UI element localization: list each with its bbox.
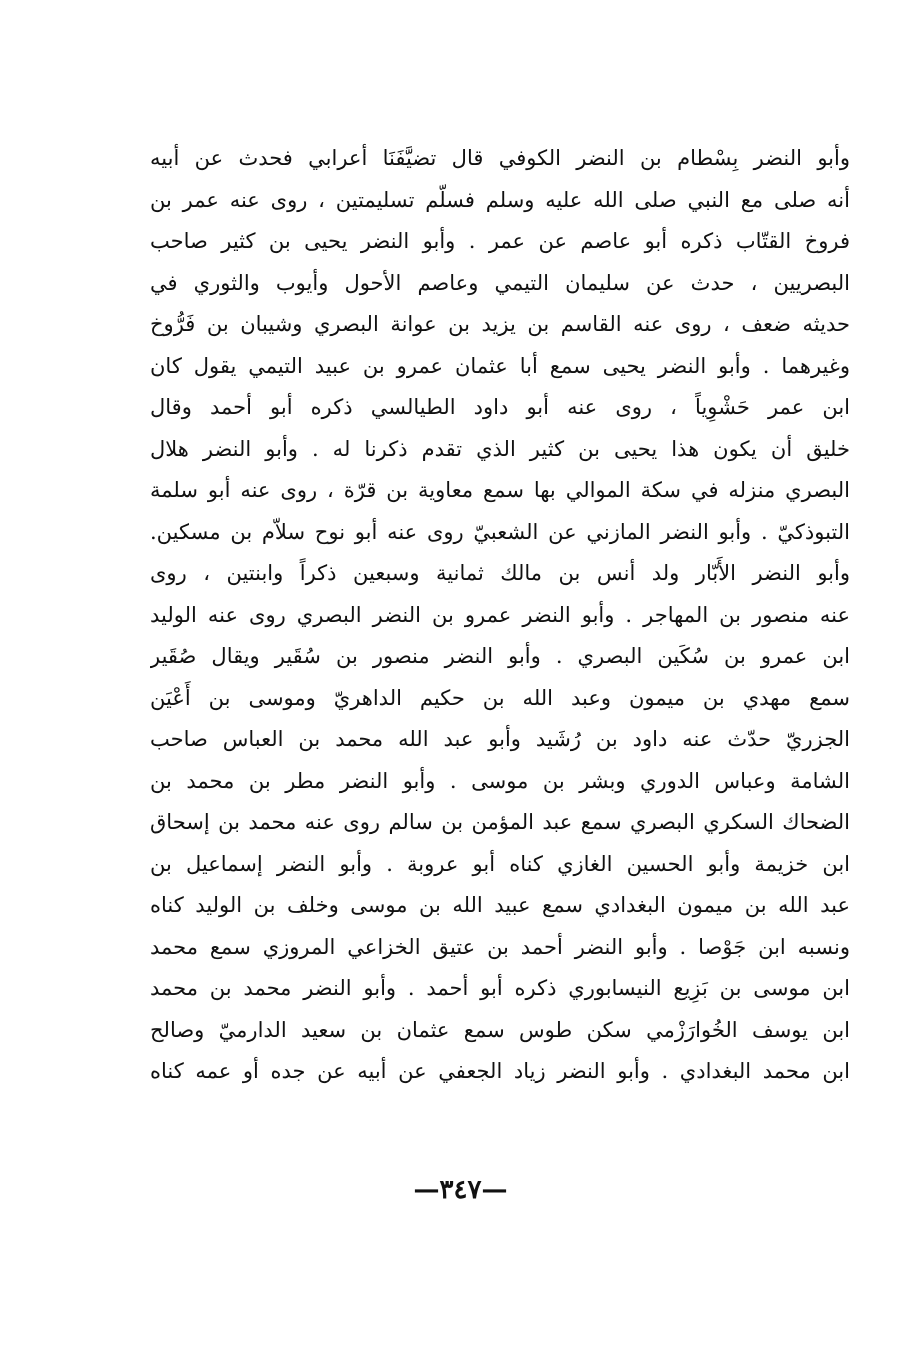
text-line: ابن محمد البغدادي . وأبو النضر زياد الجعفي عن أبيه عن جده أو عمه كناه (150, 1059, 850, 1083)
text-line: وغيرهما . وأبو النضر يحيى سمع أبا عثمان عمرو بن عبيد التيمي يقول كان (150, 353, 850, 378)
text-line: حديثه ضعف ، روى عنه القاسم بن يزيد بن عوانة البصري وشيبان بن فَرُّوخ (150, 312, 850, 336)
text-line: عنه منصور بن المهاجر . وأبو النضر عمرو بن النضر البصري روى عنه الوليد (150, 602, 850, 627)
text-line: ابن موسى بن بَزِيع النيسابوري ذكره أبو أحمد . وأبو النضر محمد بن محمد (150, 976, 850, 1000)
text-line: البصريين ، حدث عن سليمان التيمي وعاصم الأحول وأيوب والثوري في (150, 270, 850, 295)
text-line: أنه صلى مع النبي صلى الله عليه وسلم فسلّم تسليمتين ، روى عنه عمر بن (150, 187, 850, 212)
text-line: الضحاك السكري البصري سمع عبد المؤمن بن سالم روى عنه محمد بن إسحاق (150, 810, 850, 834)
text-line: وأبو النضر بِسْطام بن النضر الكوفي قال تضيَّفَنَا أعرابي فحدث عن أبيه (150, 146, 850, 170)
text-line: سمع مهدي بن ميمون وعبد الله بن حكيم الداهريّ وموسى بن أَعْيَن (150, 685, 850, 710)
text-line: ابن عمر حَشْوِياً ، روى عنه أبو داود الطيالسي ذكره أبو أحمد وقال (150, 395, 850, 419)
text-line: خليق أن يكون هذا يحيى بن كثير الذي تقدم ذكرنا له . وأبو النضر هلال (150, 436, 850, 461)
text-line: التبوذكيّ . وأبو النضر المازني عن الشعبيّ روى عنه أبو نوح سلاّم بن مسكين. (150, 519, 850, 544)
text-line: ابن خزيمة وأبو الحسين الغازي كناه أبو عروبة . وأبو النضر إسماعيل بن (150, 851, 850, 876)
body-text (150, 138, 850, 1093)
text-line: ابن يوسف الخُوارَزْمي سكن طوس سمع عثمان بن سعيد الدارميّ وصالح (150, 1017, 850, 1042)
text-line: فروخ القتّاب ذكره أبو عاصم عن عمر . وأبو النضر يحيى بن كثير صاحب (150, 229, 850, 253)
text-line: ونسبه ابن جَوْصا . وأبو النضر أحمد بن عتيق الخزاعي المروزي سمع محمد (150, 934, 850, 959)
text-line: الجزريّ حدّث عنه داود بن رُشَيد وأبو عبد الله محمد بن العباس صاحب (150, 727, 850, 751)
text-line: وأبو النضر الأَبّار ولد أنس بن مالك ثمانية وسبعين ذكراً وابنتين ، روى (150, 561, 850, 585)
text-line: عبد الله بن ميمون البغدادي سمع عبيد الله بن موسى وخلف بن الوليد كناه (150, 893, 850, 917)
page-number: —٣٤٧— (413, 1175, 508, 1205)
text-line: الشامة وعباس الدوري وبشر بن موسى . وأبو النضر مطر بن محمد بن (150, 768, 850, 793)
text-line: البصري منزله في سكة الموالي بها سمع معاوية بن قرّة ، روى عنه أبو سلمة (150, 478, 850, 502)
text-line: ابن عمرو بن سُكَين البصري . وأبو النضر منصور بن سُقَير ويقال صُقَير (150, 644, 850, 668)
